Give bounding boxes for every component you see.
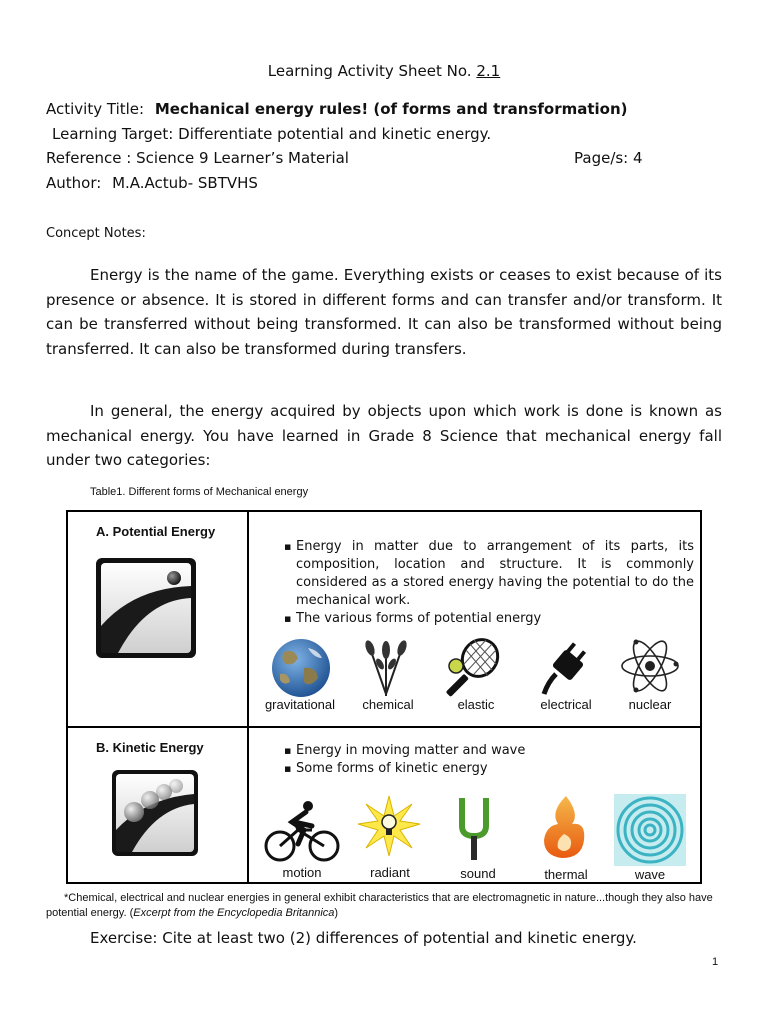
- potential-bullet-1: ▪ Energy in matter due to arrangement of its parts, its composition, location and structure. It is commonly considered as a stored energy having the potential to do the mechanical work.: [282, 538, 694, 610]
- potential-energy-icon: [94, 556, 198, 664]
- form-label-motion: motion: [282, 865, 322, 880]
- activity-title-line: Activity Title: Mechanical energy rules! (of forms and transformation): [46, 100, 628, 118]
- kinetic-bullet-2: ▪ Some forms of kinetic energy: [282, 760, 694, 778]
- author-name: M.A.Actub- SBTVHS: [112, 174, 258, 192]
- exercise-prompt: Exercise: Cite at least two (2) differences of potential and kinetic energy.: [90, 929, 637, 947]
- paragraph-1: Energy is the name of the game. Everything exists or ceases to exist because of its presence or absence. It is stored in different forms and can transfer and/or transform. It can be transferred without being transformed. It can also be transformed without being transferred. It can also be transformed during transfers.: [46, 266, 722, 358]
- sheet-number: 2.1: [476, 62, 501, 80]
- page-number: 1: [712, 956, 719, 968]
- table-divider-horizontal: [66, 726, 702, 728]
- paragraph-2: In general, the energy acquired by objects upon which work is done is known as mechanical energy. You have learned in Grade 8 Science that mechanical energy fall under two categories:: [46, 402, 722, 470]
- atom-icon: [618, 634, 682, 702]
- wave-icon: [614, 794, 686, 870]
- learning-target: Differentiate potential and kinetic energy.: [178, 125, 492, 143]
- cyclist-icon: [264, 800, 340, 868]
- table-divider-vertical: [247, 510, 249, 884]
- pages-value: 4: [633, 149, 643, 167]
- kinetic-bullet-1: ▪ Energy in moving matter and wave: [282, 742, 694, 760]
- potential-bullet-2: ▪ The various forms of potential energy: [282, 610, 694, 628]
- wheat-icon: [356, 636, 416, 702]
- form-label-radiant: radiant: [370, 865, 410, 880]
- form-label-nuclear: nuclear: [628, 697, 672, 712]
- footnote-source: Excerpt from the Encyclopedia Britannica: [133, 907, 335, 919]
- form-label-chemical: chemical: [362, 697, 414, 712]
- potential-energy-bullets: [282, 538, 694, 628]
- potential-energy-heading: A. Potential Energy: [96, 524, 216, 539]
- kinetic-energy-heading: B. Kinetic Energy: [96, 740, 204, 755]
- tuning-fork-icon: [454, 796, 494, 866]
- table-caption: Table1. Different forms of Mechanical energy: [90, 486, 309, 498]
- reference-text: Science 9 Learner’s Material: [136, 149, 349, 167]
- form-label-wave: wave: [634, 867, 666, 882]
- form-label-elastic: elastic: [457, 697, 495, 712]
- kinetic-energy-icon: [110, 768, 200, 862]
- activity-title: Mechanical energy rules! (of forms and transformation): [154, 100, 628, 118]
- earth-icon: [268, 638, 334, 702]
- lightbulb-icon: [356, 794, 422, 864]
- plug-icon: [538, 636, 598, 700]
- form-label-thermal: thermal: [544, 867, 588, 882]
- flame-icon: [536, 794, 596, 866]
- author-line: Author: M.A.Actub- SBTVHS: [46, 174, 258, 192]
- reference-line: Reference : Science 9 Learner’s Material: [46, 149, 349, 167]
- tennis-racket-icon: [444, 636, 506, 702]
- concept-notes-label: Concept Notes:: [46, 226, 146, 241]
- learning-target-line: Learning Target: Differentiate potential and kinetic energy.: [52, 125, 492, 143]
- pages-line: Page/s: 4: [574, 149, 643, 167]
- form-label-electrical: electrical: [540, 697, 592, 712]
- footnote: *Chemical, electrical and nuclear energies in general exhibit characteristics that are electromagnetic in nature...though they also have potential energy. (Excerpt from the Encyclopedia Britannica): [46, 892, 713, 919]
- form-label-gravitational: gravitational: [264, 697, 336, 712]
- kinetic-energy-bullets: [282, 742, 694, 778]
- sheet-title: Learning Activity Sheet No. 2.1: [267, 62, 501, 80]
- form-label-sound: sound: [460, 866, 496, 881]
